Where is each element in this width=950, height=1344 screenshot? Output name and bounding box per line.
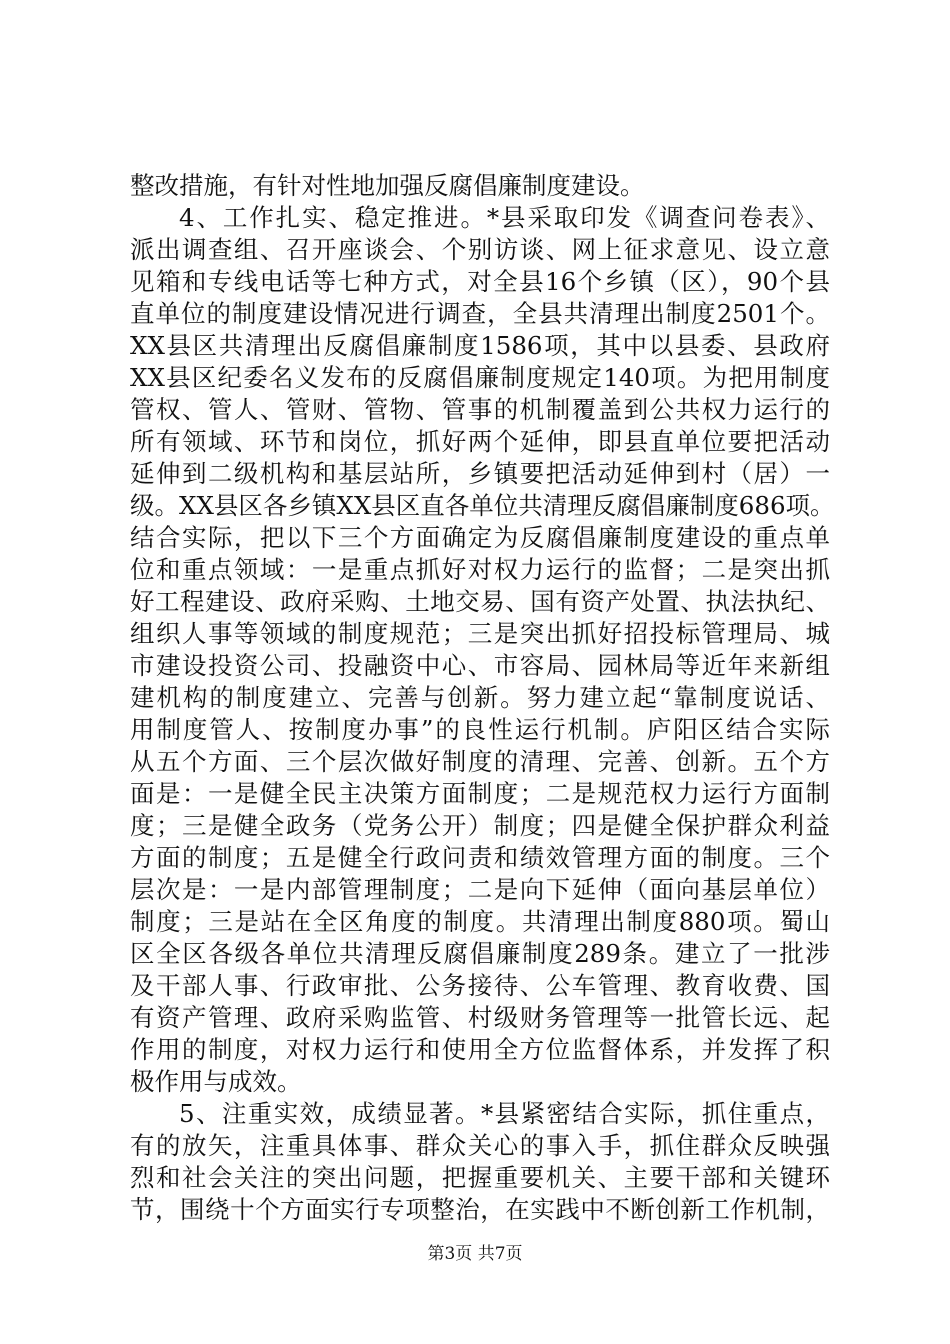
text-line: 级。XX县区各乡镇XX县区直各单位共清理反腐倡廉制度686项。 (130, 491, 835, 520)
text-line: 4、工作扎实、稳定推进。*县采取印发《调查问卷表》、 (179, 203, 830, 232)
text-line: 市建设投资公司、投融资中心、市容局、园林局等近年来新组 (130, 651, 830, 680)
text-line: 从五个方面、三个层次做好制度的清理、完善、创新。五个方 (130, 747, 830, 776)
text-line: 延伸到二级机构和基层站所，乡镇要把活动延伸到村（居）一 (130, 459, 830, 488)
text-line: 作用的制度，对权力运行和使用全方位监督体系，并发挥了积 (130, 1035, 830, 1064)
text-line: 制度；三是站在全区角度的制度。共清理出制度880项。蜀山 (130, 907, 830, 936)
text-line: 位和重点领域：一是重点抓好对权力运行的监督；二是突出抓 (130, 555, 830, 584)
text-line: 极作用与成效。 (130, 1067, 302, 1096)
text-line: 用制度管人、按制度办事”的良性运行机制。庐阳区结合实际 (130, 715, 830, 744)
text-line: 有的放矢，注重具体事、群众关心的事入手，抓住群众反映强 (130, 1131, 830, 1160)
text-line: 直单位的制度建设情况进行调查，全县共清理出制度2501个。 (130, 299, 830, 328)
text-line: 所有领域、环节和岗位，抓好两个延伸，即县直单位要把活动 (130, 427, 830, 456)
text-line: 区全区各级各单位共清理反腐倡廉制度289条。建立了一批涉 (130, 939, 830, 968)
text-line: 整改措施，有针对性地加强反腐倡廉制度建设。 (130, 171, 645, 200)
document-body (130, 170, 835, 1226)
text-line: 度；三是健全政务（党务公开）制度；四是健全保护群众利益 (130, 811, 830, 840)
text-line: 及干部人事、行政审批、公务接待、公车管理、教育收费、国 (130, 971, 830, 1000)
text-line: 见箱和专线电话等七种方式，对全县16个乡镇（区），90个县 (130, 267, 830, 296)
page-footer: 第3页 共7页 (427, 1244, 523, 1264)
text-line: XX县区共清理出反腐倡廉制度1586项，其中以县委、县政府 (130, 331, 830, 360)
text-line: 5、注重实效，成绩显著。*县紧密结合实际，抓住重点， (179, 1099, 830, 1128)
text-line: 建机构的制度建立、完善与创新。努力建立起“靠制度说话、 (130, 683, 830, 712)
text-line: 结合实际，把以下三个方面确定为反腐倡廉制度建设的重点单 (130, 523, 830, 552)
text-line: 管权、管人、管财、管物、管事的机制覆盖到公共权力运行的 (130, 395, 830, 424)
text-line: 派出调查组、召开座谈会、个别访谈、网上征求意见、设立意 (130, 235, 830, 264)
text-line: 方面的制度；五是健全行政问责和绩效管理方面的制度。三个 (130, 843, 830, 872)
text-line: 组织人事等领域的制度规范；三是突出抓好招投标管理局、城 (130, 619, 830, 648)
text-line: 有资产管理、政府采购监管、村级财务管理等一批管长远、起 (130, 1003, 830, 1032)
text-line: 面是：一是健全民主决策方面制度；二是规范权力运行方面制 (130, 779, 830, 808)
text-line: 层次是：一是内部管理制度；二是向下延伸（面向基层单位） (130, 875, 830, 904)
text-line: 烈和社会关注的突出问题，把握重要机关、主要干部和关键环 (130, 1163, 830, 1192)
text-line: 好工程建设、政府采购、土地交易、国有资产处置、执法执纪、 (130, 587, 830, 616)
text-line: 节，围绕十个方面实行专项整治，在实践中不断创新工作机制， (130, 1195, 830, 1224)
text-line: XX县区纪委名义发布的反腐倡廉制度规定140项。为把用制度 (130, 363, 830, 392)
